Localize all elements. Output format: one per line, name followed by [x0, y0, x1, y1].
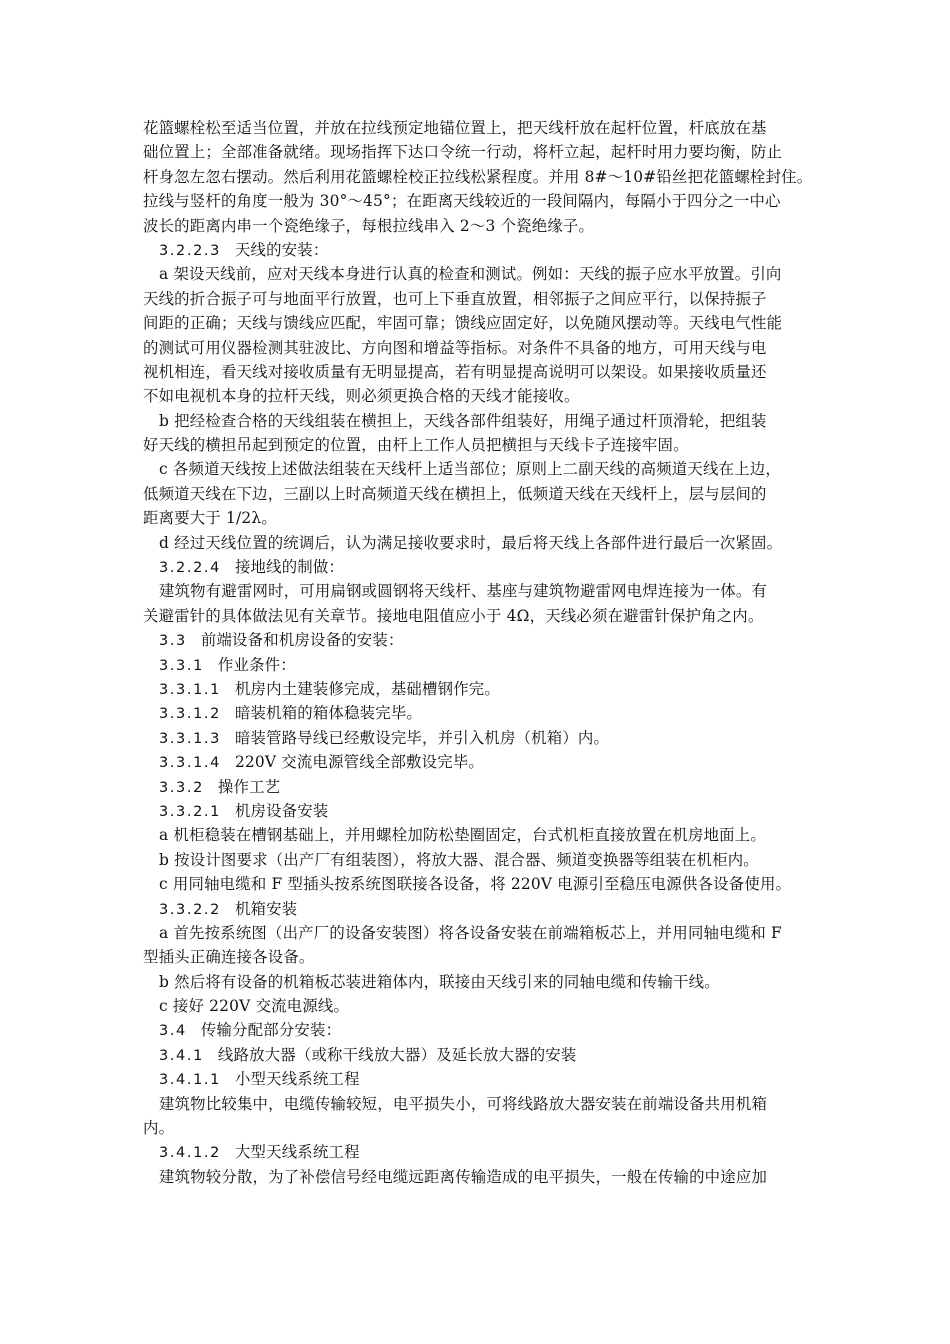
section-title: 传输分配部分安装： [200, 1021, 342, 1040]
section-title: 暗装机箱的箱体稳装完毕。 [234, 704, 423, 723]
document-page [143, 116, 823, 1189]
section-number: 3.4.1 [159, 1047, 204, 1064]
paragraph-line: 间距的正确；天线与馈线应匹配，牢固可靠；馈线应固定好，以免随风摆动等。天线电气性能 [143, 314, 783, 333]
paragraph-line: 型插头正确连接各设备。 [143, 948, 315, 967]
section-heading [143, 701, 823, 725]
section-number: 3.3.1.2 [159, 706, 221, 723]
paragraph-line: 建筑物比较集中，电缆传输较短，电平损失小，可将线路放大器安装在前端设备共用机箱 [159, 1094, 768, 1113]
section-number: 3.2.2.4 [159, 560, 221, 577]
paragraph-line: 天线的折合振子可与地面平行放置，也可上下垂直放置，相邻振子之间应平行，以保持振子 [143, 289, 767, 308]
paragraph-line: c 接好 220V 交流电源线。 [159, 997, 350, 1016]
section-heading [143, 750, 823, 774]
section-number: 3.3.2.2 [159, 901, 221, 918]
paragraph-line: 关避雷针的具体做法见有关章节。接地电阻值应小于 4Ω，天线必须在避雷针保护角之内。 [143, 606, 764, 625]
section-number: 3.4.1.1 [159, 1072, 221, 1089]
paragraph-line: 建筑物有避雷网时，可用扁钢或圆钢将天线杆、基座与建筑物避雷网电焊连接为一体。有 [159, 582, 768, 601]
section-heading [143, 726, 823, 750]
section-heading [143, 555, 823, 579]
section-number: 3.3 [159, 633, 187, 650]
paragraph-line: 好天线的横担吊起到预定的位置，由杆上工作人员把横担与天线卡子连接牢固。 [143, 436, 689, 455]
paragraph-line: c 各频道天线按上述做法组装在天线杆上适当部位；原则上二副天线的高频道天线在上边， [159, 460, 781, 479]
paragraph-line: 波长的距离内串一个瓷绝缘子，每根拉线串入 2～3 个瓷绝缘子。 [143, 216, 595, 235]
section-number: 3.2.2.3 [159, 242, 221, 259]
paragraph-line: 低频道天线在下边，三副以上时高频道天线在横担上，低频道天线在天线杆上，层与层间的 [143, 484, 767, 503]
section-title: 接地线的制做： [234, 558, 345, 577]
section-title: 操作工艺 [217, 777, 281, 796]
paragraph-line: a 首先按系统图（出产厂的设备安装图）将各设备安装在前端箱板芯上，并用同轴电缆和 F [159, 923, 782, 942]
paragraph-line: a 机柜稳装在槽钢基础上，并用螺栓加防松垫圈固定，台式机柜直接放置在机房地面上。 [159, 826, 766, 845]
paragraph-line: c 用同轴电缆和 F 型插头按系统图联接各设备，将 220V 电源引至稳压电源供各设备使用。 [159, 875, 792, 894]
section-number: 3.3.1.3 [159, 730, 221, 747]
paragraph-line: 杆身忽左忽右摆动。然后利用花篮螺栓校正拉线松紧程度。并用 8#～10#铅丝把花篮螺栓封住。 [143, 167, 813, 186]
section-number: 3.4.1.2 [159, 1145, 221, 1162]
section-number: 3.3.2 [159, 779, 204, 796]
section-heading [143, 1043, 823, 1067]
section-heading [143, 1018, 823, 1042]
section-heading [143, 1067, 823, 1091]
paragraph-line: 不如电视机本身的拉杆天线，则必须更换合格的天线才能接收。 [143, 387, 580, 406]
section-heading [143, 238, 823, 262]
section-heading [143, 628, 823, 652]
paragraph-line: 内。 [143, 1119, 175, 1138]
paragraph-line: b 按设计图要求（出产厂有组装图），将放大器、混合器、频道变换器等组装在机柜内。 [159, 850, 759, 869]
section-number: 3.3.1.4 [159, 755, 221, 772]
section-title: 机箱安装 [234, 899, 298, 918]
section-heading [143, 775, 823, 799]
paragraph-line: 拉线与竖杆的角度一般为 30°～45°；在距离天线较近的一段间隔内，每隔小于四分之一中心 [143, 192, 781, 211]
section-heading [143, 653, 823, 677]
section-title: 作业条件： [217, 655, 296, 674]
paragraph-line: 础位置上；全部准备就绪。现场指挥下达口令统一行动，将杆立起，起杆时用力要均衡，防止 [143, 143, 783, 162]
paragraph-line: a 架设天线前，应对天线本身进行认真的检查和测试。例如：天线的振子应水平放置。引向 [159, 265, 782, 284]
section-title: 机房内土建装修完成，基础槽钢作完。 [234, 679, 500, 698]
paragraph-line: 距离要大于 1/2λ。 [143, 509, 277, 528]
paragraph-line: 视机相连，看天线对接收质量有无明显提高，若有明显提高说明可以架设。如果接收质量还 [143, 362, 767, 381]
section-title: 220V 交流电源管线全部敷设完毕。 [234, 753, 484, 772]
section-title: 大型天线系统工程 [234, 1143, 360, 1162]
section-title: 天线的安装： [234, 240, 329, 259]
section-heading [143, 1140, 823, 1164]
section-heading [143, 799, 823, 823]
paragraph-line: 花篮螺栓松至适当位置，并放在拉线预定地锚位置上，把天线杆放在起杆位置，杆底放在基 [143, 119, 767, 137]
section-title: 线路放大器（或称干线放大器）及延长放大器的安装 [217, 1045, 577, 1064]
section-title: 暗装管路导线已经敷设完毕，并引入机房（机箱）内。 [234, 728, 610, 747]
paragraph-line: b 然后将有设备的机箱板芯装进箱体内，联接由天线引来的同轴电缆和传输干线。 [159, 972, 720, 991]
paragraph-line: d 经过天线位置的统调后，认为满足接收要求时，最后将天线上各部件进行最后一次紧固。 [159, 533, 783, 552]
paragraph-line: b 把经检查合格的天线组装在横担上，天线各部件组装好，用绳子通过杆顶滑轮，把组装 [159, 411, 767, 430]
paragraph-line: 的测试可用仪器检测其驻波比、方向图和增益等指标。对条件不具备的地方，可用天线与电 [143, 338, 767, 357]
section-title: 前端设备和机房设备的安装： [200, 631, 404, 650]
section-number: 3.3.1 [159, 657, 204, 674]
section-title: 机房设备安装 [234, 801, 329, 820]
section-number: 3.4 [159, 1023, 187, 1040]
section-title: 小型天线系统工程 [234, 1070, 360, 1089]
section-heading [143, 897, 823, 921]
section-number: 3.3.2.1 [159, 803, 221, 820]
section-heading [143, 677, 823, 701]
section-number: 3.3.1.1 [159, 681, 221, 698]
paragraph-line: 建筑物较分散，为了补偿信号经电缆远距离传输造成的电平损失，一般在传输的中途应加 [159, 1167, 768, 1186]
